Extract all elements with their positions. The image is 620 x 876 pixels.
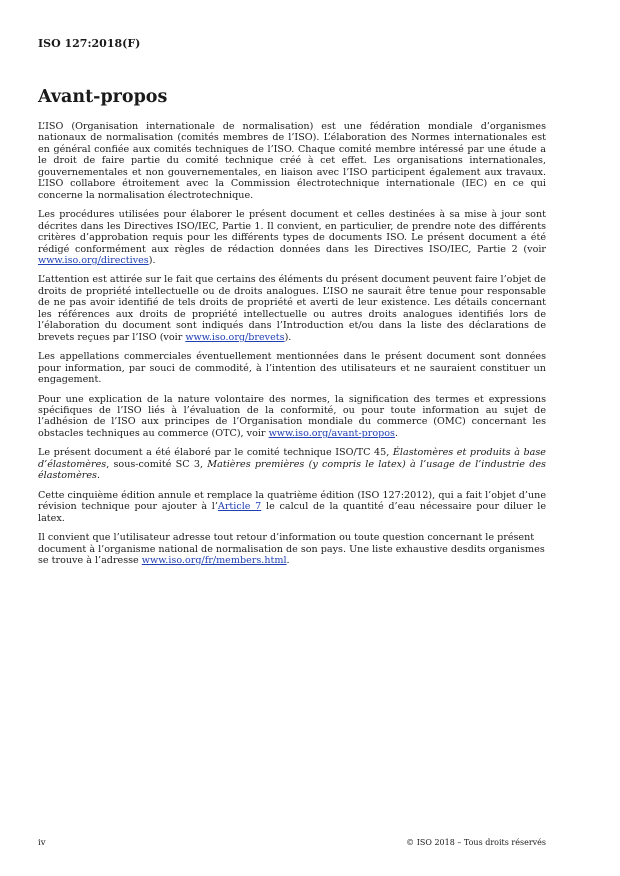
document-id-header: ISO 127:2018(F) [38, 37, 141, 50]
paragraph-text: Les procédures utilisées pour élaborer le présent document et celles destinées à sa mise à jour sont décrites dans les Directives ISO/IEC, Partie 1. Il convient, en particulier, de prendre note des différents critères d’approbation requis pour les différents types de documents ISO. Le présent document a été rédigé conformément aux règles de rédaction données dans les Directives ISO/IEC, Partie 2 (voir [38, 209, 546, 255]
paragraph-text: Pour une explication de la nature volontaire des normes, la signification des termes et expressions spécifiques de l’ISO liés à l’évaluation de la conformité, ou pour toute information au sujet de l’adhésion de l’ISO aux principes de l’Organisation mondiale du commerce (OMC) concernant les obstacles techniques au commerce (OTC), voir [38, 393, 546, 439]
paragraph-text: ). [148, 254, 156, 266]
paragraph-patents [38, 274, 546, 343]
link-article-7[interactable]: Article 7 [217, 501, 262, 513]
committee-title: Élastomères et produits à base d’élastomères [38, 447, 546, 470]
paragraph-voluntary-nature [38, 394, 546, 440]
paragraph-text: Cette cinquième édition annule et remplace la quatrième édition (ISO 127:2012), qui a fait l’objet d’une révision technique pour ajouter à l’ [38, 489, 546, 513]
paragraph-committee [38, 447, 546, 481]
paragraph-text: le calcul de la quantité d’eau nécessaire pour diluer le latex. [38, 501, 546, 524]
paragraph-text: Le présent document a été élaboré par le comité technique ISO/TC 45, [38, 447, 393, 459]
paragraph-edition [38, 490, 546, 524]
link-members[interactable]: www.iso.org/fr/members.html [141, 554, 287, 566]
link-brevets[interactable]: www.iso.org/brevets [185, 331, 285, 343]
paragraph-trade-names: Les appellations commerciales éventuellement mentionnées dans le présent document sont données pour information, par souci de commodité, à l’intention des utilisateurs et ne sauraient constituer un engagement. [38, 351, 546, 386]
page-number: iv [38, 838, 46, 848]
link-directives[interactable]: www.iso.org/directives [38, 254, 149, 266]
paragraph-text: . [96, 470, 101, 482]
paragraph-text: . [394, 427, 399, 439]
page-title: Avant-propos [38, 87, 168, 107]
link-avant-propos[interactable]: www.iso.org/avant-propos [268, 427, 395, 439]
paragraph-text: ). [284, 331, 292, 343]
paragraph-text: , sous-comité SC 3, [106, 458, 208, 470]
paragraph-feedback [38, 532, 546, 566]
copyright-notice: © ISO 2018 – Tous droits réservés [406, 838, 546, 847]
paragraph-procedures [38, 209, 546, 266]
subcommittee-title: Matières premières (y compris le latex) à l’usage de l’industrie des élastomères [38, 458, 546, 482]
paragraph-text: L’attention est attirée sur le fait que certains des éléments du présent document peuvent faire l’objet de droits de propriété intellectuelle ou de droits analogues. L’ISO ne saurait être tenue pour responsable de ne pas avoir identifié de tels droits de propriété et averti de leur existence. Les détails concernant les références aux droits de propriété intellectuelle ou autres droits analogues identifiés lors de l’élaboration du document sont indiqués dans l’Introduction et/ou dans la liste des déclarations de brevets reçues par l’ISO (voir [38, 274, 546, 343]
foreword-body [38, 121, 546, 574]
paragraph-text: Il convient que l’utilisateur adresse tout retour d’information ou toute question concernant le présent document à l’organisme national de normalisation de son pays. Une liste exhaustive desdits organismes se trouve à l’adresse [38, 532, 545, 566]
paragraph-iso-intro: L’ISO (Organisation internationale de normalisation) est une fédération mondiale d’organismes nationaux de normalisation (comités membres de l’ISO). L’élaboration des Normes internationales est en général confiée aux comités techniques de l’ISO. Chaque comité membre intéressé par une étude a le droit de faire partie du comité technique créé à cet effet. Les organisations internationales, gouvernementales et non gouvernementales, en liaison avec l’ISO participent également aux travaux. L’ISO collabore étroitement avec la Commission électrotechnique internationale (IEC) en ce qui concerne la normalisation électrotechnique. [38, 121, 546, 201]
paragraph-text: . [286, 554, 290, 566]
